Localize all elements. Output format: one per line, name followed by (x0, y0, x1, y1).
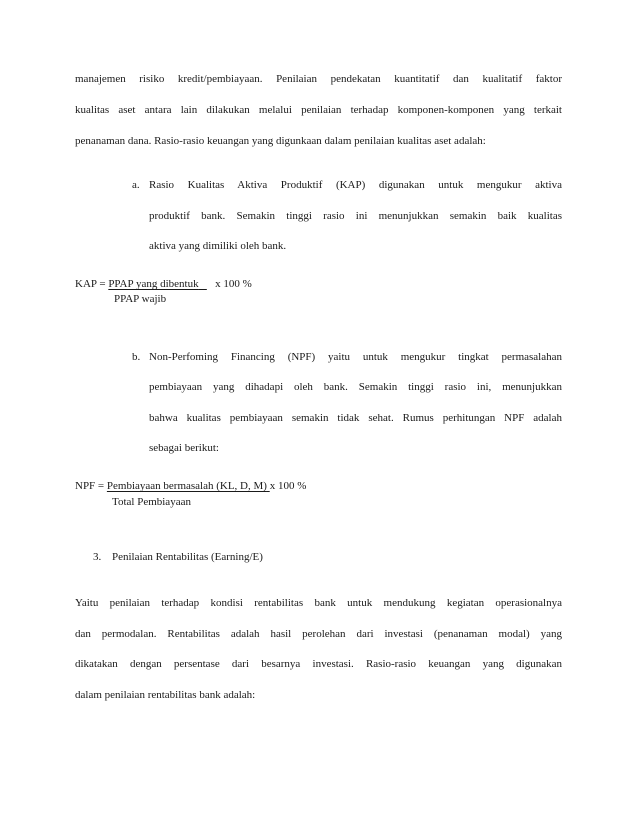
paragraph-line: dan permodalan. Rentabilitas adalah hasil perolehan dari investasi (penanaman modal) yang (75, 628, 562, 640)
formula-lhs: NPF = (75, 480, 107, 492)
section-title: Penilaian Rentabilitas (Earning/E) (112, 551, 263, 563)
list-item-line: bahwa kualitas pembiayaan semakin tidak sehat. Rumus perhitungan NPF adalah (149, 412, 562, 424)
formula-multiplier: x 100 % (215, 278, 252, 290)
paragraph-line: dikatakan dengan persentase dari besarnya investasi. Rasio-rasio keuangan yang digunakan (75, 658, 562, 670)
formula-denominator: PPAP wajib (114, 293, 167, 305)
formula-lhs: KAP = (75, 278, 109, 290)
list-item-line: Rasio Kualitas Aktiva Produktif (KAP) digunakan untuk mengukur aktiva (149, 179, 562, 191)
paragraph-line: manajemen risiko kredit/pembiayaan. Penilaian pendekatan kuantitatif dan kualitatif faktor (75, 73, 562, 85)
formula-numerator: Pembiayaan bermasalah (KL, D, M) (106, 480, 267, 492)
paragraph-line: dalam penilaian rentabilitas bank adalah: (75, 689, 256, 701)
list-item-line: produktif bank. Semakin tinggi rasio ini menunjukkan semakin baik kualitas (149, 210, 562, 222)
paragraph-line: penanaman dana. Rasio-rasio keuangan yang digunkaan dalam penilaian kualitas aset adalah: (75, 135, 486, 147)
list-marker: a. (132, 179, 140, 191)
paragraph-line: Yaitu penilaian terhadap kondisi rentabilitas bank untuk mendukung kegiatan operasionalnya (75, 597, 562, 609)
list-item-line: pembiayaan yang dihadapi oleh bank. Semakin tinggi rasio ini, menunjukkan (149, 381, 562, 393)
formula-numerator-line (75, 479, 306, 493)
formula-multiplier: x 100 % (269, 480, 307, 492)
formula-numerator: PPAP yang dibentuk (108, 278, 199, 290)
paragraph-line: kualitas aset antara lain dilakukan melalui penilaian terhadap komponen-komponen yang terkait (75, 104, 562, 116)
formula-numerator-line (75, 277, 252, 291)
section-number: 3. (93, 551, 102, 563)
formula-denominator: Total Pembiayaan (112, 496, 191, 508)
list-item-line: aktiva yang dimiliki oleh bank. (149, 240, 287, 252)
list-marker: b. (132, 351, 141, 363)
list-item-line: sebagai berikut: (149, 442, 219, 454)
list-item-line: Non-Perfoming Financing (NPF) yaitu untuk mengukur tingkat permasalahan (149, 351, 562, 363)
